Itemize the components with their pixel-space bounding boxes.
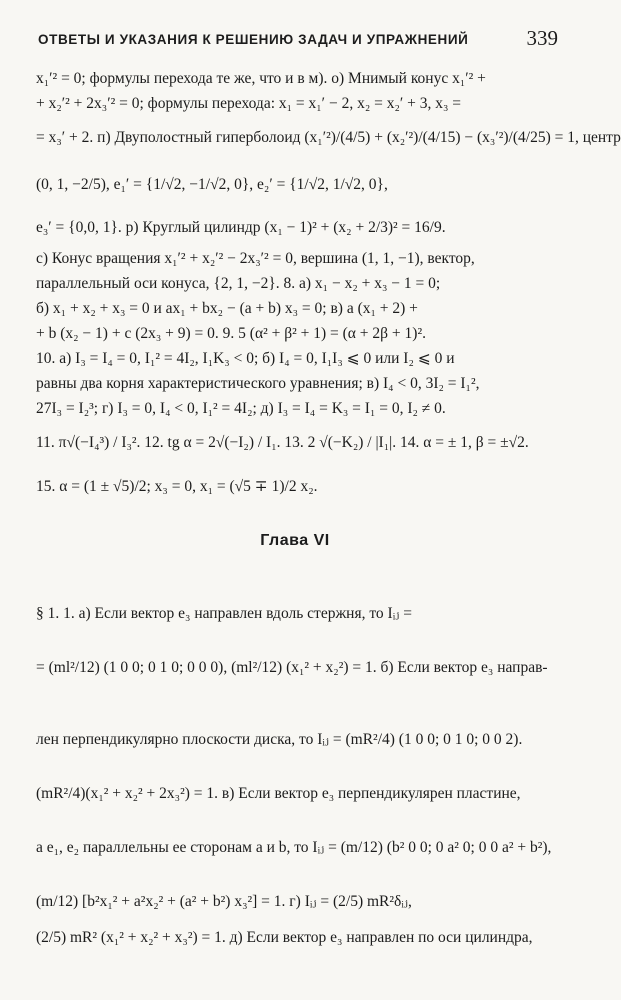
answer-line: x₁′² = 0; формулы перехода те же, что и в м). о) Мнимый конус x₁′² + [36, 70, 486, 87]
section-line: = (ml²/12) (1 0 0; 0 1 0; 0 0 0), (ml²/12) (x₁² + x₂²) = 1. б) Если вектор e₃ направ- [36, 659, 548, 676]
section-line: (mR²/4)(x₁² + x₂² + 2x₃²) = 1. в) Если вектор e₃ перпендикулярен пластине, [36, 785, 521, 802]
answer-line: + b (x₂ − 1) + c (2x₃ + 9) = 0. 9. 5 (α² + β² + 1) = (α + 2β + 1)². [36, 325, 426, 342]
answers-block [36, 66, 621, 509]
answer-line: 15. α = (1 ± √5)/2; x₃ = 0, x₁ = (√5 ∓ 1)/2 x₂. [36, 478, 318, 495]
running-header [38, 26, 558, 56]
answer-line: 11. π√(−I₄³) / I₃². 12. tg α = 2√(−I₂) / I₁. 13. 2 √(−K₂) / |I₁|. 14. α = ± 1, β = ±√2. [36, 434, 529, 451]
answer-line: + x₂′² + 2x₃′² = 0; формулы перехода: x₁ = x₁′ − 2, x₂ = x₂′ + 3, x₃ = [36, 95, 462, 112]
chapter-title: Глава VI [260, 532, 330, 549]
answer-line: = x₃′ + 2. п) Двуполостный гиперболоид (x₁′²)/(4/5) + (x₂′²)/(4/15) − (x₃′²)/(4/25) = 1, центр [36, 129, 621, 146]
section-line: лен перпендикулярно плоскости диска, то Iᵢⱼ = (mR²/4) (1 0 0; 0 1 0; 0 0 2). [36, 731, 523, 748]
answer-line: 27I₃ = I₂³; г) I₃ = 0, I₄ < 0, I₁² = 4I₂; д) I₃ = I₄ = K₃ = I₁ = 0, I₂ ≠ 0. [36, 400, 446, 417]
section-line: § 1. 1. а) Если вектор e₃ направлен вдоль стержня, то Iᵢⱼ = [36, 605, 412, 622]
section-line: а e₁, e₂ параллельны ее сторонам a и b, то Iᵢⱼ = (m/12) (b² 0 0; 0 a² 0; 0 0 a² + b²), [36, 839, 552, 856]
page-number: 339 [526, 26, 558, 50]
answer-line: б) x₁ + x₂ + x₃ = 0 и ax₁ + bx₂ − (a + b) x₃ = 0; в) a (x₁ + 2) + [36, 300, 418, 317]
running-header-title: ОТВЕТЫ И УКАЗАНИЯ К РЕШЕНИЮ ЗАДАЧ И УПРАЖНЕНИЙ [38, 32, 469, 47]
answer-line: равны два корня характеристического уравнения; в) I₄ < 0, 3I₂ = I₁², [36, 375, 480, 392]
answer-line: (0, 1, −2/5), e₁′ = {1/√2, −1/√2, 0}, e₂′ = {1/√2, 1/√2, 0}, [36, 176, 388, 193]
answer-line: 10. а) I₃ = I₄ = 0, I₁² = 4I₂, I₁K₃ < 0; б) I₄ = 0, I₁I₃ ⩽ 0 или I₂ ⩽ 0 и [36, 350, 455, 367]
section-line: (m/12) [b²x₁² + a²x₂² + (a² + b²) x₃²] = 1. г) Iᵢⱼ = (2/5) mR²δᵢⱼ, [36, 893, 412, 910]
answer-line: с) Конус вращения x₁′² + x₂′² − 2x₃′² = 0, вершина (1, 1, −1), вектор, [36, 250, 475, 267]
section-line: (2/5) mR² (x₁² + x₂² + x₃²) = 1. д) Если вектор e₃ направлен по оси цилиндра, [36, 929, 533, 946]
answer-line: e₃′ = {0,0, 1}. р) Круглый цилиндр (x₁ − 1)² + (x₂ + 2/3)² = 16/9. [36, 219, 446, 236]
answer-line: параллельный оси конуса, {2, 1, −2}. 8. а) x₁ − x₂ + x₃ − 1 = 0; [36, 275, 441, 292]
section-block [36, 596, 560, 956]
